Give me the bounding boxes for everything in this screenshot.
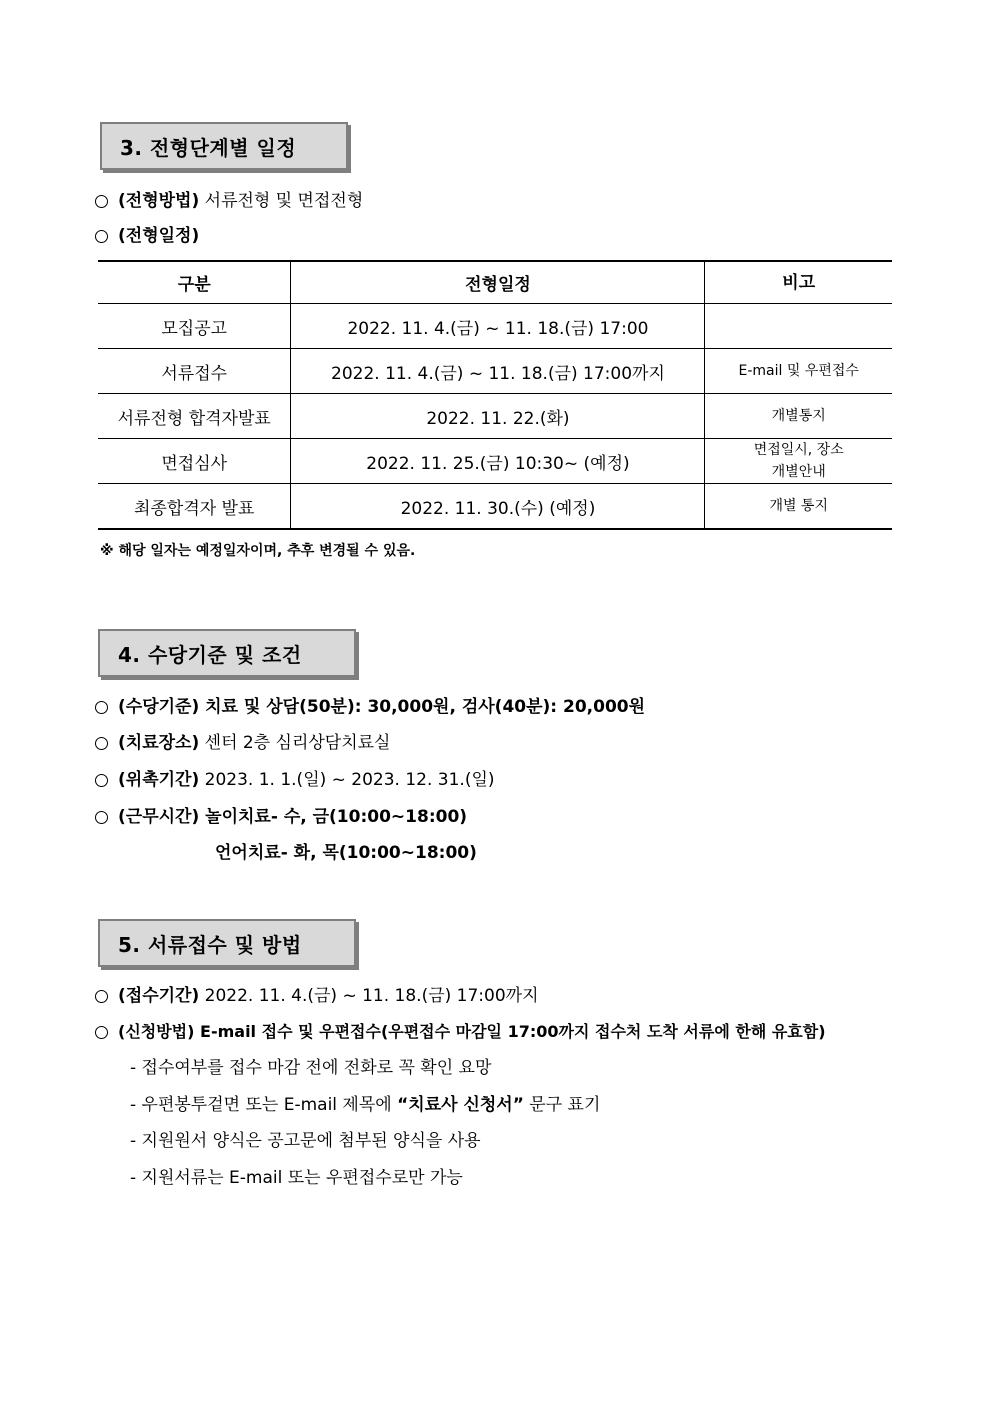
circle-bullet-icon	[95, 990, 108, 1003]
header-category: 구분	[98, 261, 291, 304]
work-hours-line2: 언어치료- 화, 목(10:00~18:00)	[215, 843, 477, 863]
allowance-line	[95, 696, 645, 718]
row-category: 서류접수	[98, 349, 291, 394]
row-category: 모집공고	[98, 304, 291, 349]
work-hours-line	[95, 806, 467, 828]
table-row	[98, 439, 892, 484]
table-row	[98, 394, 892, 439]
row-note: 개별통지	[705, 394, 892, 439]
section3-heading-box	[100, 122, 348, 170]
circle-bullet-icon	[95, 1026, 108, 1039]
header-date: 전형일정	[291, 261, 705, 304]
section5-heading-box	[98, 919, 356, 967]
work-hours-label: (근무시간)	[118, 807, 200, 827]
period-line	[95, 769, 495, 791]
apply-method-label: (신청방법)	[118, 1022, 195, 1041]
row-date: 2022. 11. 4.(금) ~ 11. 18.(금) 17:00	[291, 304, 705, 349]
bullet-submission: - 지원서류는 E-mail 또는 우편접수로만 가능	[130, 1168, 463, 1188]
receipt-period-label: (접수기간)	[118, 986, 200, 1006]
section4-heading-box	[98, 629, 356, 677]
schedule-label: (전형일정)	[118, 226, 200, 246]
section4-heading: 4. 수당기준 및 조건	[118, 642, 302, 667]
row-date: 2022. 11. 22.(화)	[291, 394, 705, 439]
row-note-line2: 개별안내	[771, 464, 826, 480]
location-line	[95, 732, 390, 754]
circle-bullet-icon	[95, 230, 108, 243]
method-line	[95, 190, 363, 212]
bullet-form: - 지원원서 양식은 공고문에 첨부된 양식을 사용	[130, 1131, 481, 1151]
apply-method-line	[95, 1021, 826, 1043]
work-hours-text: 놀이치료- 수, 금(10:00~18:00)	[205, 807, 468, 827]
header-note: 비고	[705, 261, 892, 304]
row-note-line1: 면접일시, 장소	[753, 442, 844, 458]
row-category: 서류전형 합격자발표	[98, 394, 291, 439]
circle-bullet-icon	[95, 195, 108, 208]
receipt-period-line	[95, 985, 539, 1007]
schedule-line	[95, 225, 199, 247]
location-label: (치료장소)	[118, 733, 200, 753]
section3-heading: 3. 전형단계별 일정	[120, 135, 297, 160]
table-row	[98, 349, 892, 394]
table-row	[98, 304, 892, 349]
row-date: 2022. 11. 4.(금) ~ 11. 18.(금) 17:00까지	[291, 349, 705, 394]
row-note: 개별 통지	[705, 484, 892, 530]
period-text: 2023. 1. 1.(일) ~ 2023. 12. 31.(일)	[204, 770, 495, 790]
bullet-envelope-pre: - 우편봉투겉면 또는 E-mail 제목에	[130, 1095, 398, 1115]
circle-bullet-icon	[95, 774, 108, 787]
table-row	[98, 484, 892, 530]
circle-bullet-icon	[95, 701, 108, 714]
period-label: (위촉기간)	[118, 770, 200, 790]
receipt-period-text: 2022. 11. 4.(금) ~ 11. 18.(금) 17:00까지	[204, 986, 539, 1006]
allowance-label: (수당기준)	[118, 697, 200, 717]
bullet-envelope	[130, 1094, 600, 1116]
table-header-row	[98, 261, 892, 304]
row-date: 2022. 11. 30.(수) (예정)	[291, 484, 705, 530]
apply-method-text: E-mail 접수 및 우편접수(우편접수 마감일 17:00까지 접수처 도착 서류에 한해 유효함)	[200, 1022, 826, 1041]
circle-bullet-icon	[95, 811, 108, 824]
circle-bullet-icon	[95, 737, 108, 750]
row-date: 2022. 11. 25.(금) 10:30~ (예정)	[291, 439, 705, 484]
section5-heading: 5. 서류접수 및 방법	[118, 932, 302, 957]
bullet-confirm: - 접수여부를 접수 마감 전에 전화로 꼭 확인 요망	[130, 1058, 492, 1078]
row-note	[705, 439, 892, 484]
row-category: 최종합격자 발표	[98, 484, 291, 530]
location-text: 센터 2층 심리상담치료실	[204, 733, 391, 753]
row-note	[705, 304, 892, 349]
bullet-envelope-bold: “치료사 신청서”	[397, 1095, 524, 1115]
bullet-envelope-post: 문구 표기	[523, 1095, 601, 1115]
method-text: 서류전형 및 면접전형	[204, 191, 364, 211]
method-label: (전형방법)	[118, 191, 200, 211]
row-category: 면접심사	[98, 439, 291, 484]
schedule-table	[98, 260, 892, 530]
allowance-text: 치료 및 상담(50분): 30,000원, 검사(40분): 20,000원	[205, 697, 646, 717]
row-note: E-mail 및 우편접수	[705, 349, 892, 394]
schedule-footnote: ※ 해당 일자는 예정일자이며, 추후 변경될 수 있음.	[100, 543, 416, 559]
